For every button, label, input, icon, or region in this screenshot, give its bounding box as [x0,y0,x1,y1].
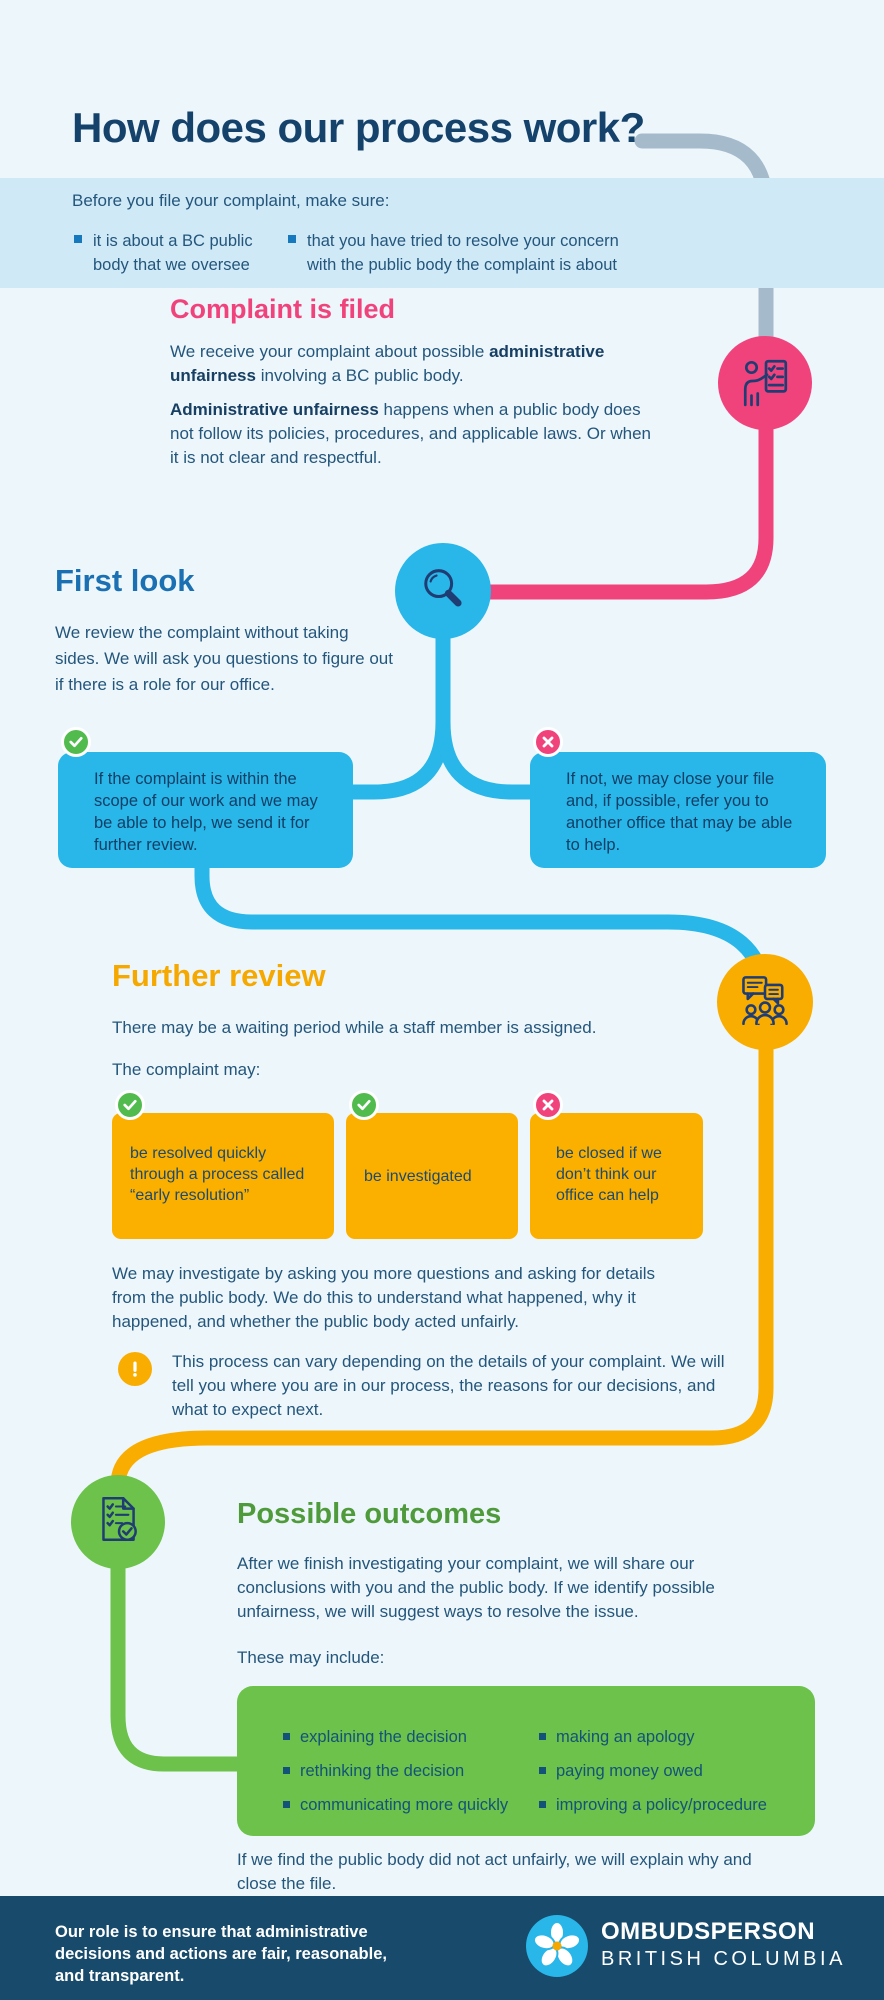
square-bullet-icon [539,1733,546,1740]
check-circle-icon [115,1090,145,1120]
complaint-filed-paragraph-1 [170,340,632,388]
list-item [539,1754,767,1788]
these-may-include-label: These may include: [237,1648,385,1667]
outcomes-column-right [539,1720,767,1822]
stage-node-complaint-filed [718,336,812,430]
outcome-text: paying money owed [556,1762,703,1780]
section-heading-first-look: First look [55,563,195,598]
list-item [539,1720,767,1754]
first-look-yes-box: If the complaint is within the scope of our work and we may be able to help, we send it for further review. [58,752,353,868]
outcomes-list-box [237,1686,815,1836]
square-bullet-icon [283,1801,290,1808]
square-bullet-icon [283,1733,290,1740]
prereq-bullet-1 [74,229,290,277]
section-heading-further-review: Further review [112,958,326,993]
page-title: How does our process work? [72,104,645,151]
card-early-resolution: be resolved quickly through a process called “early resolution” [112,1113,334,1239]
section-heading-complaint-filed: Complaint is filed [170,294,396,324]
section-heading-possible-outcomes: Possible outcomes [237,1498,502,1530]
ombudsperson-flower-logo-icon [524,1913,590,1984]
square-bullet-icon [283,1767,290,1774]
p1-start: We receive your complaint about possible [170,342,490,361]
cyan-branch-right [443,696,536,792]
list-item [539,1788,767,1822]
outcome-text: rethinking the decision [300,1762,465,1780]
possible-outcomes-paragraph: After we finish investigating your complaint, we will share our conclusions with you and the public body. If we identify possible unfairness, we will suggest ways to resolve the issue. [237,1554,715,1621]
square-bullet-icon [74,235,82,243]
p2-rest: happens when a public body does not follow its policies, procedures, and applicable laws. Or when it is not clear and respectful. [170,400,651,467]
prereq-bullet-2 [288,229,648,277]
p2-bold: Administrative unfairness [170,400,379,419]
outcomes-column-left [283,1720,508,1822]
first-look-no-box: If not, we may close your file and, if possible, refer you to another office that may be able to help. [530,752,826,868]
org-region: BRITISH COLUMBIA [601,1948,846,1970]
prerequisite-banner [0,178,884,288]
list-item [283,1788,508,1822]
exclamation-icon [118,1352,152,1386]
p1-end: involving a BC public body. [255,366,464,385]
card-investigated [346,1113,518,1239]
investigate-paragraph: We may investigate by asking you more questions and asking for details from the public body. We do this to understand what happened, why it happened, and whether the public body acted unfairly. [112,1264,656,1331]
closing-paragraph: If we find the public body did not act unfairly, we will explain why and close the file. [237,1850,752,1893]
magnifying-glass-icon [415,561,471,622]
square-bullet-icon [288,235,296,243]
conversation-group-icon [737,972,793,1033]
stage-node-first-look [395,543,491,639]
green-connector-line [118,1562,242,1764]
card-closed: be closed if we don’t think our office can help [530,1113,703,1239]
outcome-text: communicating more quickly [300,1796,509,1814]
document-approved-icon [91,1493,145,1552]
footer-mission-text: Our role is to ensure that administrative decisions and actions are fair, reasonable, and transparent. [55,1923,387,1985]
org-name: OMBUDSPERSON [601,1918,816,1945]
list-item [283,1720,508,1754]
square-bullet-icon [539,1767,546,1774]
outcome-text: making an apology [556,1728,695,1746]
complaint-may-label: The complaint may: [112,1060,261,1079]
footer [0,1896,884,2000]
stage-node-further-review [717,954,813,1050]
cross-circle-icon [533,1090,563,1120]
prereq-intro: Before you file your complaint, make sure: [72,191,390,210]
p1-bold: administrative unfairness [170,342,605,385]
complaint-filed-paragraph-2 [170,398,652,470]
process-note-paragraph: This process can vary depending on the details of your complaint. We will tell you where you are in our process, the reasons for our decisions, and what to expect next. [172,1352,725,1419]
person-presenting-checklist-icon [738,354,792,413]
outcome-text: explaining the decision [300,1728,467,1746]
square-bullet-icon [539,1801,546,1808]
further-review-waiting-text: There may be a waiting period while a staff member is assigned. [112,1018,597,1037]
prereq-bullet-2-text: that you have tried to resolve your concern with the public body the complaint is about [307,232,619,274]
outcome-text: improving a policy/procedure [556,1796,767,1814]
list-item [283,1754,508,1788]
prereq-bullet-1-text: it is about a BC public body that we oversee [93,232,253,274]
stage-node-possible-outcomes [71,1475,165,1569]
check-circle-icon [349,1090,379,1120]
first-look-paragraph: We review the complaint without taking sides. We will ask you questions to figure out if there is a role for our office. [55,623,393,694]
check-circle-icon [61,727,91,757]
card-investigated-text: be investigated [364,1167,472,1185]
cross-circle-icon [533,727,563,757]
cyan-branch-left [350,696,443,792]
